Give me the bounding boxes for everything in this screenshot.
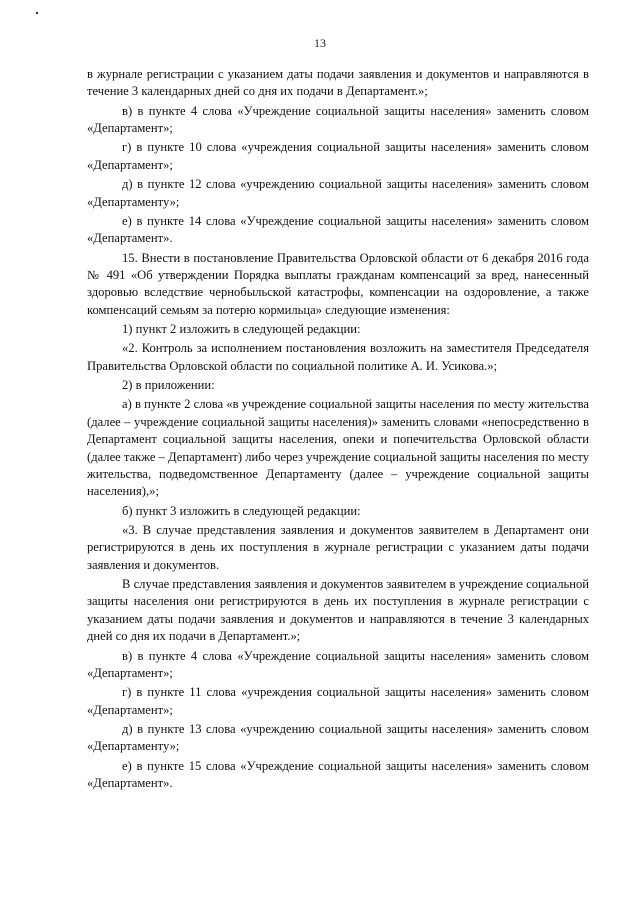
document-body bbox=[87, 66, 589, 794]
paragraph-item-d-2: д) в пункте 13 слова «учреждению социальной защиты населения» заменить словом «Департаменту»; bbox=[87, 721, 589, 754]
paragraph-item-g-1: г) в пункте 10 слова «учреждения социальной защиты населения» заменить словом «Департамент»; bbox=[87, 140, 589, 172]
paragraph-quote-3-cont: В случае представления заявления и документов заявителем в учреждение социальной защиты населения они регистрируются в день их поступления в журнале регистрации с указанием даты подачи заявления и документов и направляются в течение 3 календарных дней со дня их подачи в Департамент.»; bbox=[87, 577, 589, 644]
paragraph-continuation: в журнале регистрации с указанием даты подачи заявления и документов и направляются в течение 3 календарных дней со дня их подачи в Департамент.»; bbox=[87, 67, 589, 99]
paragraph-item-1: 1) пункт 2 изложить в следующей редакции: bbox=[122, 322, 361, 337]
paragraph-section-15: 15. Внести в постановление Правительства Орловской области от 6 декабря 2016 года № 491 «Об утверждении Порядка выплаты гражданам компенсаций за вред, нанесенный здоровью вследствие чернобыльской катастрофы, компенсации на оздоровление, а также компенсаций семьям за потерю кормильца» следующие изменения: bbox=[87, 250, 589, 317]
paragraph-item-b: б) пункт 3 изложить в следующей редакции: bbox=[122, 503, 361, 518]
paragraph-item-g-2: г) в пункте 11 слова «учреждения социальной защиты населения» заменить словом «Департамент»; bbox=[87, 685, 589, 717]
paragraph-item-2: 2) в приложении: bbox=[122, 378, 215, 393]
paragraph-item-v-2: в) в пункте 4 слова «Учреждение социальной защиты населения» заменить словом «Департамент»; bbox=[87, 648, 589, 680]
paragraph-item-a: а) в пункте 2 слова «в учреждение социальной защиты населения по месту жительства (далее – учреждение социальной защиты населения)» заменить словами «непосредственно в Департамент социальной защиты населения, опеки и попечительства Орловской области (далее также – Департамент) либо через учреждение социальной защиты населения по месту жительства, подведомственное Департаменту (далее – учреждение социальной защиты населения),»; bbox=[87, 397, 589, 499]
page-number: 13 bbox=[314, 36, 326, 50]
paragraph-item-d-1: д) в пункте 12 слова «учреждению социальной защиты населения» заменить словом «Департаменту»; bbox=[87, 177, 589, 209]
scan-mark bbox=[36, 12, 38, 14]
paragraph-item-e-2: е) в пункте 15 слова «Учреждение социальной защиты населения» заменить словом «Департамент». bbox=[87, 758, 589, 791]
paragraph-quote-2: «2. Контроль за исполнением постановления возложить на заместителя Председателя Правительства Орловской области по социальной политике А. И. Усикова.»; bbox=[87, 341, 589, 373]
paragraph-item-e-1: е) в пункте 14 слова «Учреждение социальной защиты населения» заменить словом «Департамент». bbox=[87, 213, 589, 246]
paragraph-item-v-1: в) в пункте 4 слова «Учреждение социальной защиты населения» заменить словом «Департамент»; bbox=[87, 103, 589, 136]
paragraph-quote-3: «3. В случае представления заявления и документов заявителем в Департамент они регистрируются в день их поступления в журнале регистрации с указанием даты подачи заявления и документов. bbox=[87, 522, 589, 572]
